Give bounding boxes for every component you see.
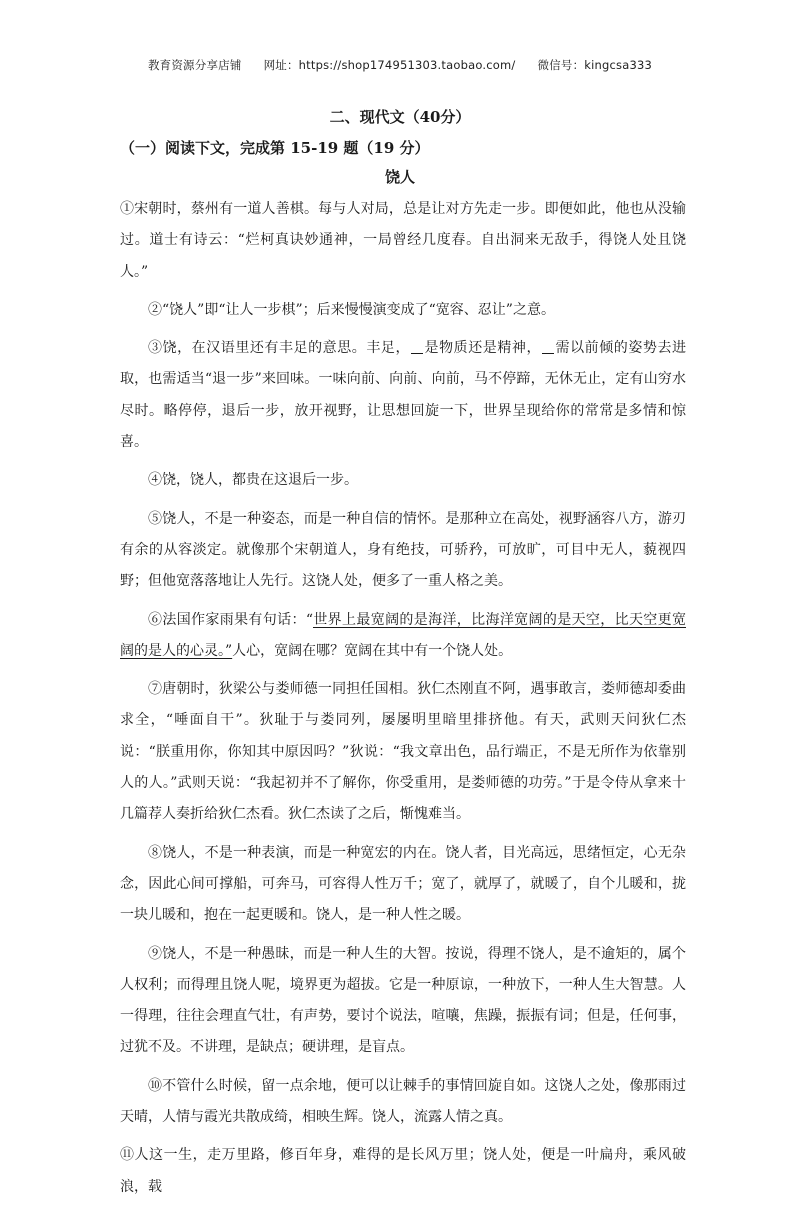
paragraph-3 xyxy=(120,333,686,458)
essay-title: 饶人 xyxy=(384,168,415,186)
paragraph-9: ⑨饶人，不是一种愚昧，而是一种人生的大智。按说，得理不饶人，是不逾矩的，属个人权利；而得理且饶人呢，境界更为超拔。它是一种原谅，一种放下，一种人生大智慧。人一得理，往往会理直气壮，有声势，要讨个说法，喧嚷，焦躁，振振有词；但是，任何事，过犹不及。不讲理，是缺点；硬讲理，是盲点。 xyxy=(120,945,686,1056)
header-wechat-id: 微信号：kingcsa333 xyxy=(537,58,653,72)
fill-in-blank-2[interactable] xyxy=(542,339,554,354)
section-title: 二、现代文（40分） xyxy=(329,108,471,126)
paragraph-6-part-c: 人心，宽阔在哪？宽阔在其中有一个饶人处。 xyxy=(232,642,513,659)
paragraph-4: ④饶，饶人，都贵在这退后一步。 xyxy=(148,472,358,489)
paragraph-6 xyxy=(120,605,686,668)
paragraph-8: ⑧饶人，不是一种表演，而是一种宽宏的内在。饶人者，目光高远，思绪恒定，心无杂念，因此心间可撑船，可奔马，可容得人性万千；宽了，就厚了，就暖了，自个儿暖和，拢一块儿暖和，抱在一起更暖和。饶人，是一种人性之暖。 xyxy=(120,844,686,924)
page-header xyxy=(0,57,800,73)
paragraph-1: ①宋朝时，蔡州有一道人善棋。每与人对局，总是让对方先走一步。即便如此，他也从没输过。道士有诗云：“烂柯真诀妙通神，一局曾经几度春。自出洞来无敌手，得饶人处且饶人。” xyxy=(120,201,686,280)
paragraph-11: ⑪人这一生，走万里路，修百年身，难得的是长风万里；饶人处，便是一叶扁舟，乘风破浪，载 xyxy=(120,1147,686,1195)
paragraph-3-part-b: 是物质还是精神， xyxy=(424,340,541,357)
underlined-quote: 世界上最宽阔的是海洋，比海洋宽阔的是天空，比天空更宽阔的是人的心灵。” xyxy=(120,611,686,659)
paragraph-5: ⑤饶人，不是一种姿态，而是一种自信的情怀。是那种立在高处，视野涵容八方，游刃有余的从容淡定。就像那个宋朝道人，身有绝技，可骄矜，可放旷，可目中无人，藐视四野；但他宽落落地让人先行。这饶人处，便多了一重人格之美。 xyxy=(120,510,686,590)
paragraph-3-part-a: ③饶，在汉语里还有丰足的意思。丰足， xyxy=(148,340,410,357)
header-shop-name: 教育资源分享店铺 xyxy=(147,58,242,72)
fill-in-blank-1[interactable] xyxy=(411,339,423,354)
paragraph-10: ⑩不管什么时候，留一点余地，便可以让棘手的事情回旋自如。这饶人之处，像那雨过天晴，人情与霞光共散成绮，相映生辉。饶人，流露人情之真。 xyxy=(120,1077,686,1126)
paragraph-3-part-c: 需以前倾的姿势去进取，也需适当“退一步”来回味。一味向前、向前、向前，马不停蹄，无休无止，定有山穷水尽时。略停停，退后一步，放开视野，让思想回旋一下，世界呈现给你的常常是多情和惊喜。 xyxy=(120,340,686,451)
reading-instructions: （一）阅读下文，完成第 15-19 题（19 分） xyxy=(120,139,430,157)
header-shop-url: 网址：https://shop174951303.taobao.com/ xyxy=(263,58,516,72)
paragraph-2: ②“饶人”即“让人一步棋”；后来慢慢演变成了“宽容、忍让”之意。 xyxy=(148,301,555,318)
paragraph-6-part-a: ⑥法国作家雨果有句话：“ xyxy=(148,611,313,628)
essay-body xyxy=(120,194,686,1210)
paragraph-7: ⑦唐朝时，狄梁公与娄师德一同担任国相。狄仁杰刚直不阿，遇事敢言，娄师德却委曲求全，“唾面自干”。狄耻于与娄同列，屡屡明里暗里排挤他。有天，武则天问狄仁杰说：“朕重用你，你知其中原因吗？”狄说：“我文章出色，品行端正，不是无所作为依靠别人的人。”武则天说：“我起初并不了解你，你受重用，是娄师德的功劳。”于是令侍从拿来十几篇荐人奏折给狄仁杰看。狄仁杰读了之后，惭愧难当。 xyxy=(120,681,686,823)
